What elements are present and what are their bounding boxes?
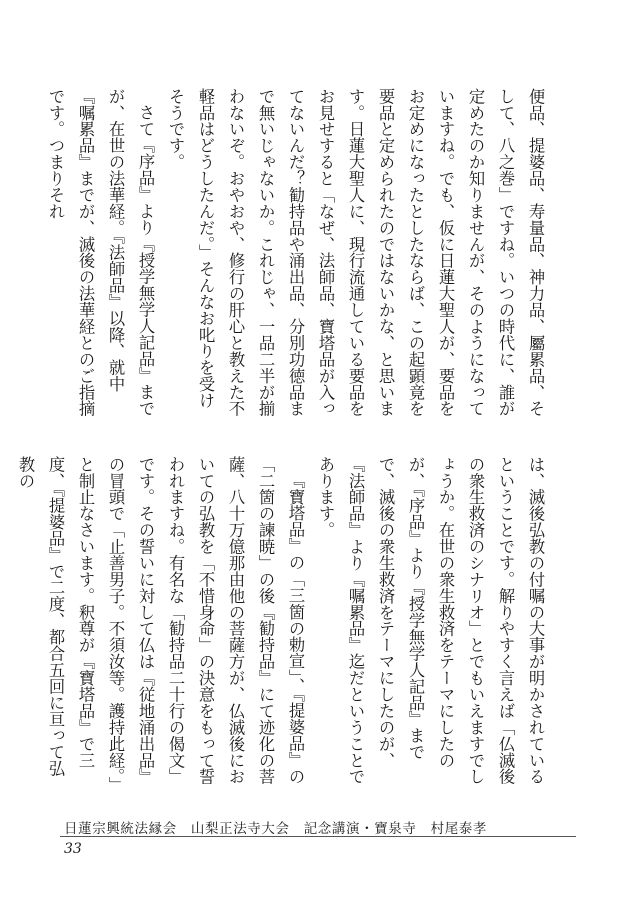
upper-paragraph-1: 便品、提婆品、寿量品、神力品、屬累品、そして、八之巻」ですね。いつの時代に、誰が定めたのか知りませんが、そのようになっていますね。でも、仮に日蓮大聖人が、要品をお定めになったとしたならば、この起顕竟を要品と定められたのではないかな、と思います。日蓮大聖人に、現行流通している要品をお見せすると「なぜ、法師品、寶塔品が入ってないんだ？勧持品や涌出品、分別功徳品まで無いじゃないか。これじゃ、一品二半が揃わないぞ。おやおや、修行の肝心と教えた不軽品はどうしたんだ。」そんなお叱りを受けそうです。 xyxy=(166,88,545,417)
page-number: 33 xyxy=(64,841,82,857)
upper-paragraph-2: さて『序品』より『授学無学人記品』までが、在世の法華経。『法師品』以降、就中『嘱累品』までが、滅後の法華経とのご指摘です。つまりそれ xyxy=(46,88,155,417)
lower-text-block xyxy=(16,456,550,790)
lower-paragraph-1: は、滅後弘教の付嘱の大事が明かされているということです。解りやすく言えば「仏滅後の衆生救済のシナリオ」とでもいえますでしょうか。在世の衆生救済をテーマにしたのが、『序品』より『授学無学人記品』までで、滅後の衆生救済をテーマにしたのが、『法師品』より『嘱累品』迄だということであります。 xyxy=(316,456,545,785)
lower-paragraph-2: 『寶塔品』の「三箇の勅宣」、『提婆品』の「二箇の諫暁」の後『勧持品』にて迹化の菩薩、八十万億那由他の菩薩方が、仏滅後においての弘教を「不惜身命」の決意をもって誓われますね。有名な「勧持品二十行の偈文」です。その誓いに対して仏は『従地涌出品』の冒頭で「止善男子。不須汝等。護持此経。」と制止なさいます。釈尊が『寶塔品』で三度、『提婆品』で二度、都合五回に亘って弘教の xyxy=(16,456,305,785)
footer-title: 日蓮宗興統法縁会 山梨正法寺大会 記念講演・寶泉寺 村尾泰孝 xyxy=(64,821,487,837)
footer-divider xyxy=(60,836,576,837)
upper-text-block xyxy=(46,88,550,420)
